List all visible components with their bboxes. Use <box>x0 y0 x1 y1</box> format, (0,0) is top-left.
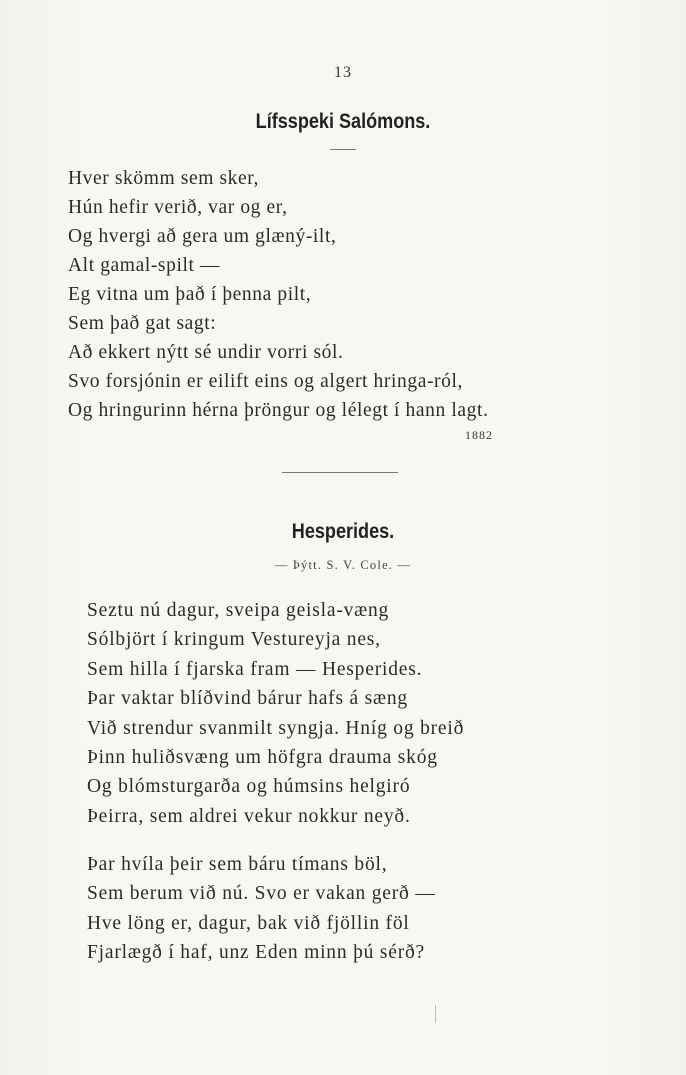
poem-line: Þar vaktar blíðvind bárur hafs á sæng <box>87 688 408 710</box>
poem-line: Og blómsturgarða og húmsins helgiró <box>87 776 411 798</box>
poem-line: Að ekkert nýtt sé undir vorri sól. <box>68 342 344 363</box>
poem-line: Þar hvíla þeir sem báru tímans böl, <box>87 854 388 875</box>
poem-line: Fjarlægð í haf, unz Eden minn þú sérð? <box>87 942 426 964</box>
poem-title-lifsspeki: Lífsspeki Salómons. <box>255 110 431 133</box>
poem-line: Hver skömm sem sker, <box>68 168 260 189</box>
page-number: 13 <box>334 64 352 81</box>
poem-year: 1882 <box>465 428 493 442</box>
poem-attribution: — Þýtt. S. V. Cole. — <box>274 558 412 572</box>
poem-line: Eg vitna um það í þenna pilt, <box>68 284 312 305</box>
poem-hesperides-stanza-2 <box>87 850 436 968</box>
poem-line: Seztu nú dagur, sveipa geisla-væng <box>87 600 390 621</box>
poem-line: Svo forsjónin er eilift eins og algert hringa-ról, <box>68 371 463 392</box>
poem-line: Sólbjört í kringum Vestureyja nes, <box>87 629 381 651</box>
poem-hesperides-stanza-1 <box>87 596 464 831</box>
scan-mark <box>435 1005 436 1023</box>
poem-line: Og hringurinn hérna þröngur og lélegt í hann lagt. <box>68 400 489 421</box>
poem-line: Sem hilla í fjarska fram — Hesperides. <box>87 658 423 680</box>
title-divider <box>330 149 356 150</box>
poem-line: Hve löng er, dagur, bak við fjöllin föl <box>87 912 410 934</box>
poem-line: Sem berum við nú. Svo er vakan gerð — <box>87 883 436 905</box>
poem-line: Þeirra, sem aldrei vekur nokkur neyð. <box>87 805 411 827</box>
section-divider <box>282 472 398 473</box>
poem-lifsspeki <box>68 164 488 425</box>
poem-line: Alt gamal-spilt — <box>68 255 221 276</box>
poem-line: Hún hefir verið, var og er, <box>68 197 288 218</box>
poem-line: Sem það gat sagt: <box>68 313 217 334</box>
poem-line: Þinn huliðsvæng um höfgra drauma skóg <box>87 746 438 768</box>
poem-title-hesperides: Hesperides. <box>291 520 395 543</box>
poem-line: Og hvergi að gera um glæný-ilt, <box>68 226 337 247</box>
poem-line: Við strendur svanmilt syngja. Hníg og breið <box>87 717 465 739</box>
